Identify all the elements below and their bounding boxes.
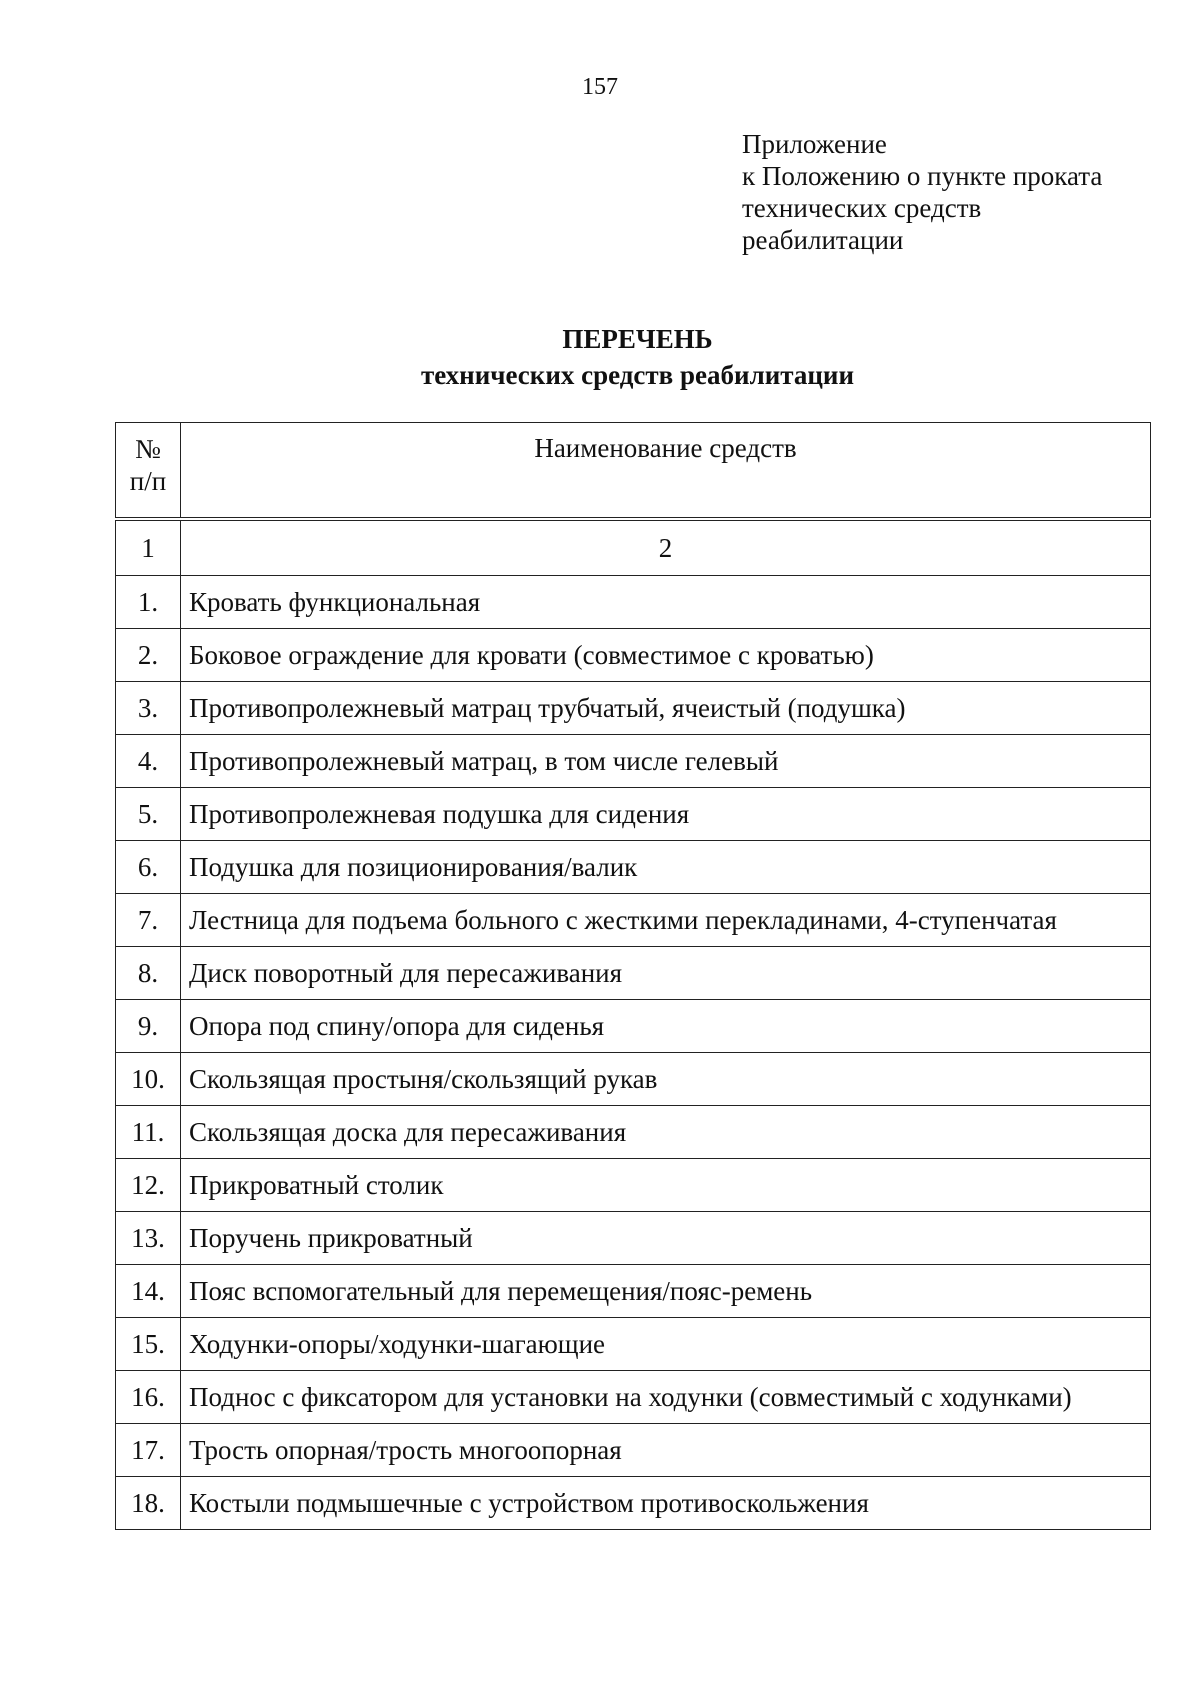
row-name: Ходунки-опоры/ходунки-шагающие <box>181 1318 1151 1371</box>
row-number: 13. <box>116 1212 181 1265</box>
table-row <box>116 629 1151 682</box>
appendix-line: реабилитации <box>742 225 904 255</box>
row-number: 18. <box>116 1477 181 1530</box>
row-number: 11. <box>116 1106 181 1159</box>
row-number: 15. <box>116 1318 181 1371</box>
row-name: Противопролежневая подушка для сидения <box>181 788 1151 841</box>
table-row <box>116 894 1151 947</box>
table-row <box>116 682 1151 735</box>
row-name: Противопролежневый матрац трубчатый, ячеистый (подушка) <box>181 682 1151 735</box>
header-number-cell <box>116 423 181 520</box>
row-name: Скользящая доска для пересаживания <box>181 1106 1151 1159</box>
row-name: Противопролежневый матрац, в том числе гелевый <box>181 735 1151 788</box>
table-row <box>116 1424 1151 1477</box>
row-name: Опора под спину/опора для сиденья <box>181 1000 1151 1053</box>
row-number: 1. <box>116 576 181 629</box>
page-number: 157 <box>582 74 618 100</box>
table-row <box>116 1371 1151 1424</box>
table-row <box>116 735 1151 788</box>
row-name: Трость опорная/трость многоопорная <box>181 1424 1151 1477</box>
row-name: Поручень прикроватный <box>181 1212 1151 1265</box>
header-number-label: п/п <box>129 466 167 496</box>
row-name: Кровать функциональная <box>181 576 1151 629</box>
table-column-index-row <box>116 519 1151 576</box>
document-subtitle: технических средств реабилитации <box>420 360 855 390</box>
row-name: Пояс вспомогательный для перемещения/пояс-ремень <box>181 1265 1151 1318</box>
table-row <box>116 1477 1151 1530</box>
column-index-2: 2 <box>181 519 1151 576</box>
table-row <box>116 1265 1151 1318</box>
appendix-line: технических средств <box>742 193 982 223</box>
row-number: 3. <box>116 682 181 735</box>
items-table <box>115 422 1151 1530</box>
appendix-line: Приложение <box>742 129 887 159</box>
row-name: Скользящая простыня/скользящий рукав <box>181 1053 1151 1106</box>
row-number: 9. <box>116 1000 181 1053</box>
table-row <box>116 1000 1151 1053</box>
appendix-line: к Положению о пункте проката <box>742 161 1103 191</box>
row-number: 8. <box>116 947 181 1000</box>
table-row <box>116 1159 1151 1212</box>
column-index-1: 1 <box>116 519 181 576</box>
row-number: 4. <box>116 735 181 788</box>
row-name: Поднос с фиксатором для установки на ходунки (совместимый с ходунками) <box>181 1371 1151 1424</box>
row-name: Диск поворотный для пересаживания <box>181 947 1151 1000</box>
row-number: 17. <box>116 1424 181 1477</box>
row-name: Подушка для позиционирования/валик <box>181 841 1151 894</box>
row-number: 12. <box>116 1159 181 1212</box>
row-number: 16. <box>116 1371 181 1424</box>
table-row <box>116 788 1151 841</box>
row-number: 10. <box>116 1053 181 1106</box>
row-name: Лестница для подъема больного с жесткими перекладинами, 4-ступенчатая <box>181 894 1151 947</box>
table-row <box>116 1053 1151 1106</box>
row-name: Костыли подмышечные с устройством противоскольжения <box>181 1477 1151 1530</box>
table-row <box>116 1318 1151 1371</box>
header-name-cell: Наименование средств <box>181 423 1151 520</box>
table-row <box>116 1212 1151 1265</box>
row-number: 14. <box>116 1265 181 1318</box>
table-row <box>116 947 1151 1000</box>
table-row <box>116 841 1151 894</box>
table-header-row <box>116 423 1151 520</box>
row-number: 2. <box>116 629 181 682</box>
row-name: Прикроватный столик <box>181 1159 1151 1212</box>
document-title: ПЕРЕЧЕНЬ <box>562 324 713 354</box>
appendix-note <box>742 128 1162 256</box>
header-number-symbol: № <box>135 434 161 464</box>
row-name: Боковое ограждение для кровати (совместимое с кроватью) <box>181 629 1151 682</box>
row-number: 7. <box>116 894 181 947</box>
row-number: 6. <box>116 841 181 894</box>
table-row <box>116 576 1151 629</box>
row-number: 5. <box>116 788 181 841</box>
table-row <box>116 1106 1151 1159</box>
